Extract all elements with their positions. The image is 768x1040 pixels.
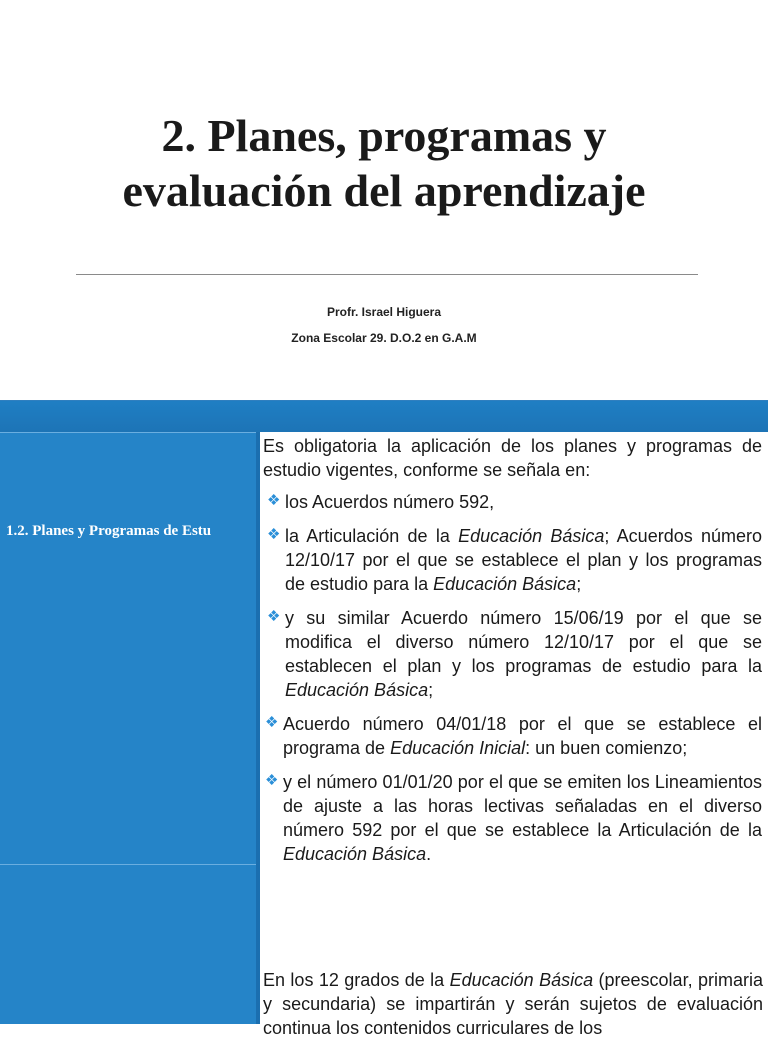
body-text: En los 12 grados de la [263,970,450,990]
school-zone: Zona Escolar 29. D.O.2 en G.A.M [291,331,477,345]
bullet-text: y su similar Acuerdo número 15/06/19 por el que se modifica el diverso número 12/10/17 por el que se establecen el plan y los programas de estudio para la [285,608,762,676]
title-divider [76,274,698,275]
accent-strip [256,864,260,1024]
list-item [263,770,762,866]
list-item [263,712,762,760]
bullet-text: Acuerdo número 04/01/18 por el que se establece el programa de [283,714,762,758]
diamond-bullet-icon: ❖ [265,772,279,789]
list-item [263,606,762,702]
bullet-text: y el número 01/01/20 por el que se emiten los Lineamientos de ajuste a las horas lectivas señaladas en el diverso número 592 por el que se establece la Articulación de la [283,772,762,840]
panel-divider [0,864,256,865]
left-panel [0,432,256,864]
bullet-text: ; [576,574,582,594]
header-band-line [0,400,768,401]
bullet-text: la Articulación de la [285,526,459,546]
slide-title: 2. Planes, programas y evaluación del aprendizaje [122,110,646,216]
panel-divider [0,432,256,433]
author-name: Profr. Israel Higuera [326,305,442,319]
bullet-text: los Acuerdos número 592, [285,492,495,512]
bullet-text: ; Acuerdos número 12/10/17 por el que se establece el plan y los programas de estudio para la [285,526,762,594]
header-band [0,400,768,432]
accent-strip [256,432,260,864]
list-item [263,490,762,514]
emphasis-text: Educación Inicial [390,738,526,758]
diamond-bullet-icon: ❖ [265,714,279,731]
list-item [263,524,762,596]
emphasis-text: Educación Básica [458,526,605,546]
left-panel [0,864,256,1024]
body-text [263,434,762,876]
bullet-text: ; [428,680,434,700]
body-paragraph [263,968,763,1040]
emphasis-text: Educación Básica [283,844,427,864]
diamond-bullet-icon: ❖ [267,492,281,509]
bullet-text: . [426,844,432,864]
title-slide [0,0,768,400]
diamond-bullet-icon: ❖ [267,526,281,543]
intro-paragraph: Es obligatoria la aplicación de los planes y programas de estudio vigentes, conforme se señala en: [263,436,762,480]
emphasis-text: Educación Básica [433,574,577,594]
emphasis-text: Educación Básica [449,970,594,990]
emphasis-text: Educación Básica [285,680,429,700]
diamond-bullet-icon: ❖ [267,608,281,625]
section-heading: 1.2. Planes y Programas de Estu [6,523,212,539]
next-slide [0,864,768,1038]
body-text: (preescolar, primaria y secundaria) se impartirán y serán sujetos de evaluación continua los contenidos curriculares de los [263,970,763,1038]
content-slide [0,400,768,864]
bullet-text: : un buen comienzo; [525,738,688,758]
